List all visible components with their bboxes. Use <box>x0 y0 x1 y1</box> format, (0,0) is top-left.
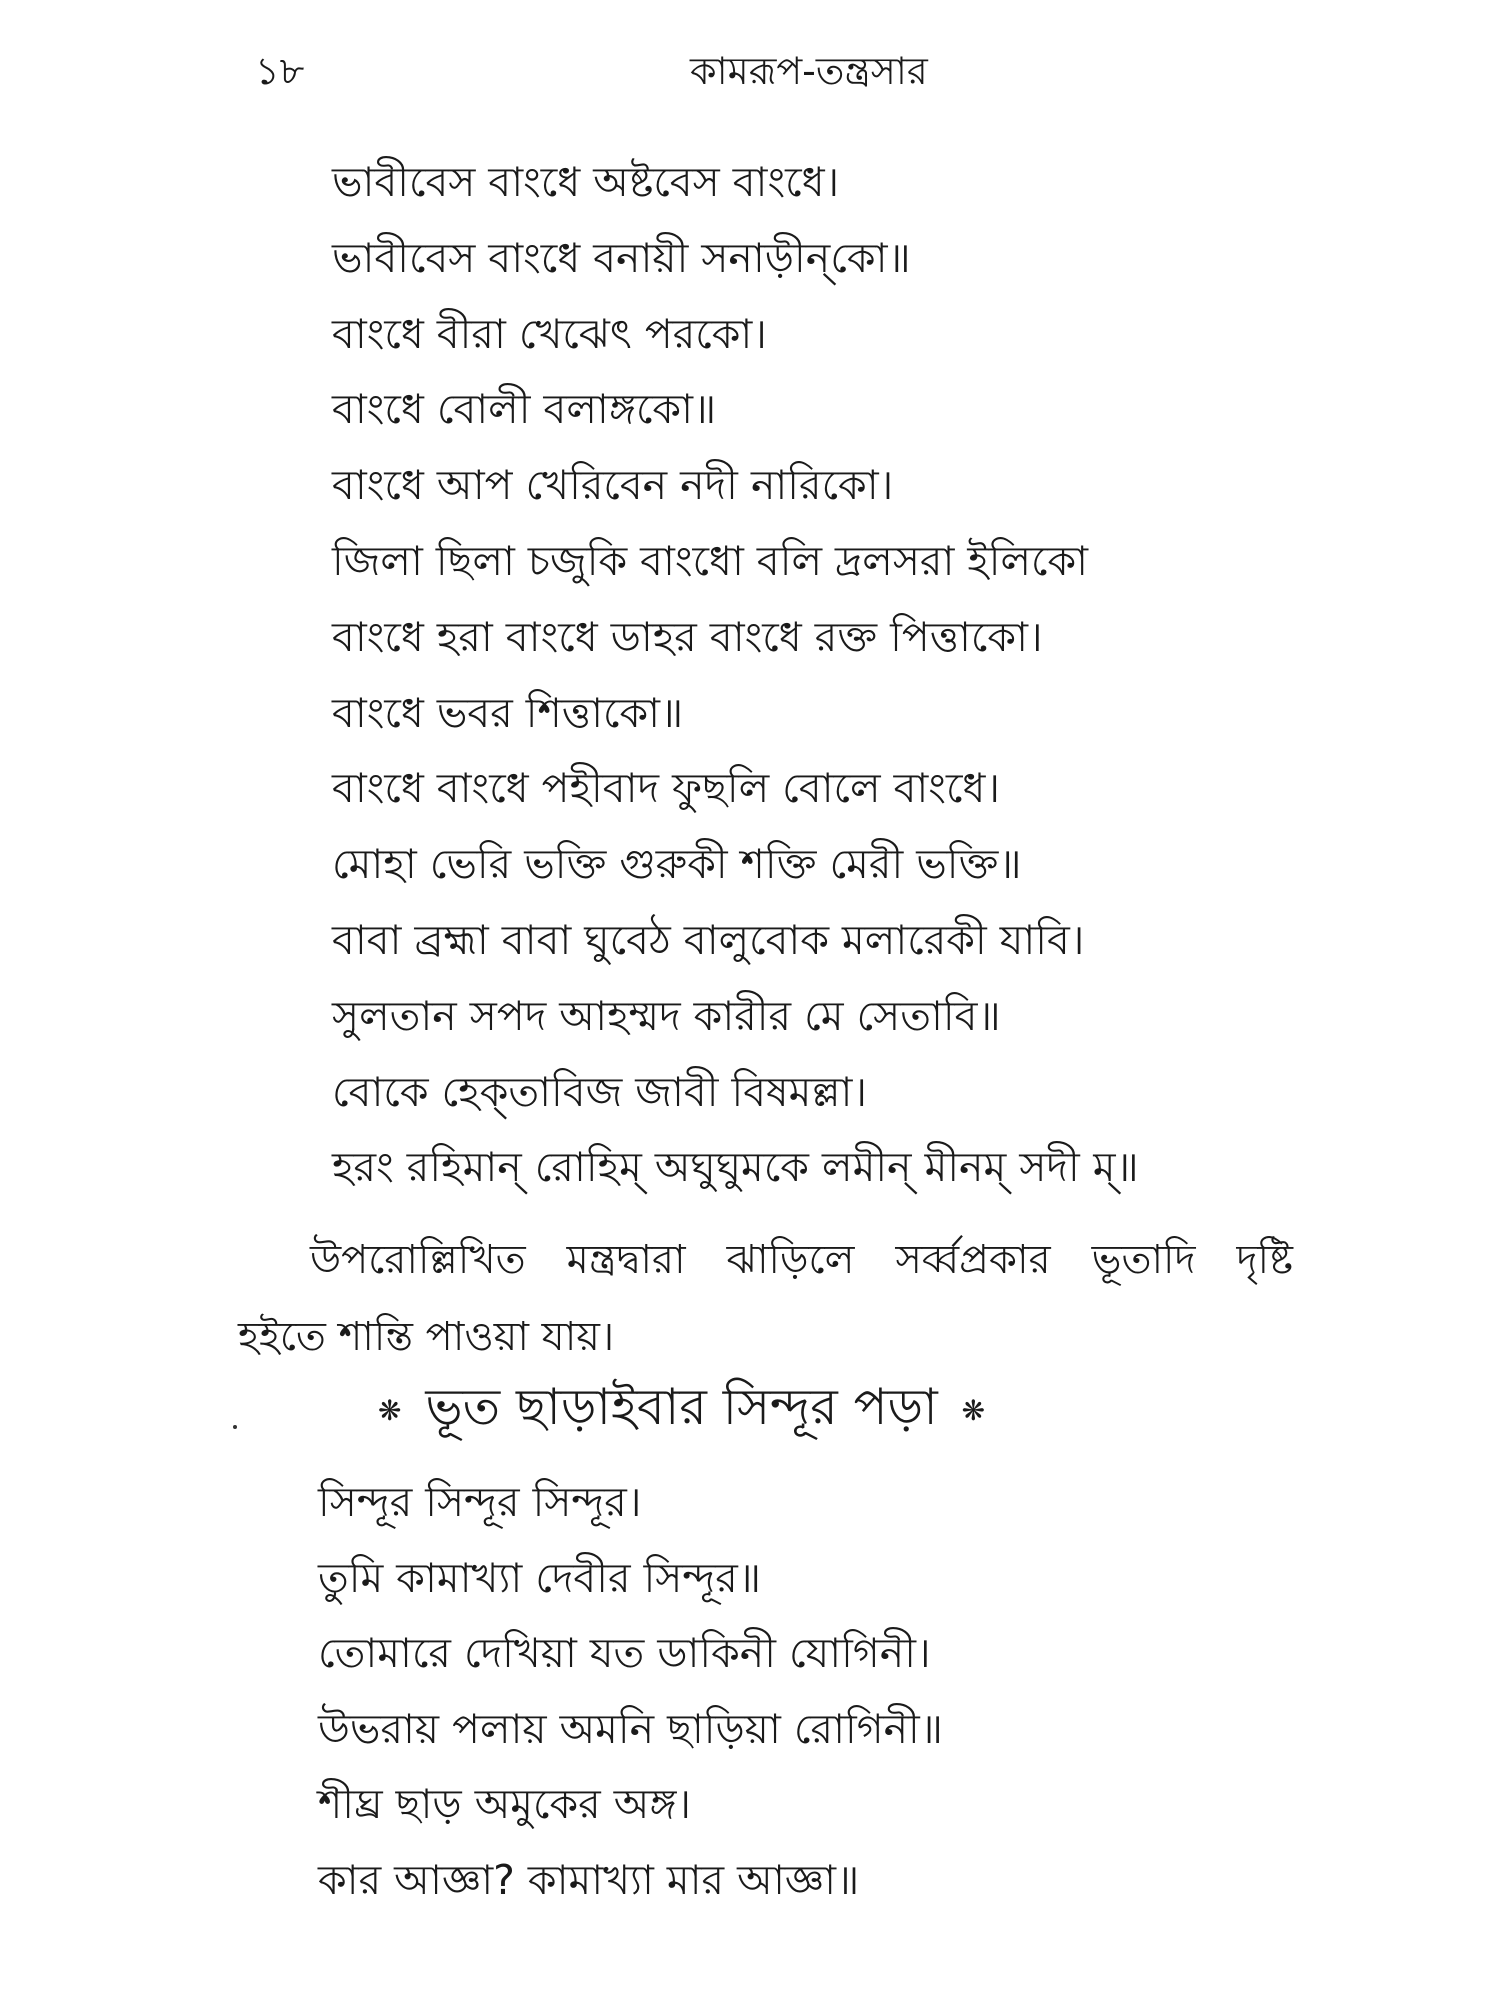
verse-line: ভাবীবেস বাংধে অষ্টবেস বাংধে। <box>332 158 840 206</box>
verse-line: উভরায় পলায় অমনি ছাড়িয়া রোগিনী॥ <box>318 1704 943 1753</box>
verse-line: কার আজ্ঞা? কামাখ্যা মার আজ্ঞা॥ <box>318 1855 860 1904</box>
verse-line: সিন্দূর সিন্দূর সিন্দূর। <box>318 1478 642 1526</box>
verse-line: বাংধে আপ খেরিবেন নদী নারিকো। <box>332 461 894 510</box>
asterism-ornament: ❋ <box>961 1393 986 1427</box>
note-line: হইতে শান্তি পাওয়া যায়। <box>238 1314 615 1360</box>
verse-line: বাবা ব্রহ্মা বাবা ঘুবেঠ বালুবোক মলারেকী যাবি। <box>332 915 1085 964</box>
verse-line: জিলা ছিলা চজুকি বাংধো বলি দ্রলসরা ইলিকো <box>332 536 1089 585</box>
verse-line: তুমি কামাখ্যা দেবীর সিন্দূর॥ <box>318 1553 762 1602</box>
verse-line: মোহা ভেরি ভক্তি গুরুকী শক্তি মেরী ভক্তি॥ <box>332 840 1022 889</box>
running-title: কামরূপ-তন্ত্রসার <box>690 49 928 93</box>
page-number: ১৮ <box>255 49 305 93</box>
section-heading <box>370 1378 993 1436</box>
verse-line: শীঘ্র ছাড় অমুকের অঙ্গ। <box>318 1780 692 1829</box>
verse-line: সুলতান সপদ আহম্মদ কারীর মে সেতাবি॥ <box>332 991 1001 1040</box>
verse-line: বাংধে বোলী বলাঙ্গকো॥ <box>332 385 717 434</box>
verse-line: বাংধে বীরা খেঝেৎ পরকো। <box>332 309 767 358</box>
mantra-verse-1 <box>332 152 1139 1213</box>
verse-line: হরং রহিমান্‌ রোহিম্‌ অঘুঘুমকে লমীন্‌ মীনম্‌ সদী ম্‌॥ <box>332 1143 1139 1192</box>
verse-line: বোকে হেক্‌তাবিজ জাবী বিষমল্লা। <box>332 1067 868 1116</box>
verse-line: বাংধে হরা বাংধে ডাহর বাংধে রক্ত পিত্তাকো। <box>332 612 1043 661</box>
verse-line: বাংধে ভবর শিত্তাকো॥ <box>332 688 684 737</box>
section-title: ভূত ছাড়াইবার সিন্দূর পড়া <box>425 1378 938 1436</box>
verse-line: তোমারে দেখিয়া যত ডাকিনী যোগিনী। <box>318 1629 931 1678</box>
verse-line: বাংধে বাংধে পহীবাদ ফুছলি বোলে বাংধে। <box>332 764 1001 813</box>
verse-line: ভাবীবেস বাংধে বনায়ী সনাড়ীন্‌কো॥ <box>332 233 911 282</box>
note-line: উপরোল্লিখিত মন্ত্রদ্বারা ঝাড়িলে সর্ব্বপ্রকার ভূতাদি দৃষ্টি <box>310 1237 1293 1283</box>
mantra-verse-2 <box>318 1472 943 1926</box>
print-speck <box>233 1425 237 1429</box>
asterism-ornament: ❋ <box>378 1393 402 1427</box>
prose-note <box>238 1222 1293 1376</box>
